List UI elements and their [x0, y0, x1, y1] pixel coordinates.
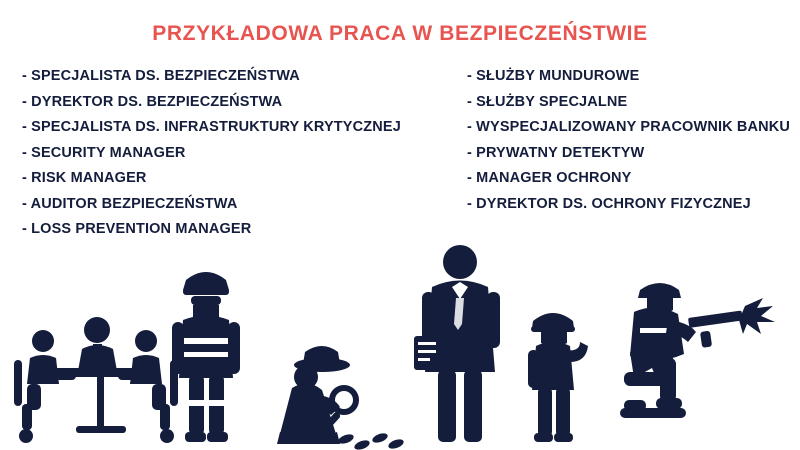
footer-divider	[0, 446, 800, 450]
list-item: - DYREKTOR DS. BEZPIECZEŃSTWA	[22, 93, 283, 110]
businessman-with-clipboard-icon	[414, 245, 500, 442]
kneeling-shooter-icon	[620, 283, 775, 418]
job-lists	[0, 64, 800, 243]
list-item: - SPECJALISTA DS. INFRASTRUKTURY KRYTYCZNEJ	[22, 119, 401, 135]
list-item: - LOSS PREVENTION MANAGER	[22, 221, 252, 237]
list-item: - DYREKTOR DS. OCHRONY FIZYCZNEJ	[467, 195, 751, 212]
list-item: - SPECJALISTA DS. BEZPIECZEŃSTWA	[22, 68, 300, 84]
child-soldier-salute-icon	[528, 313, 588, 442]
firefighter-icon	[172, 272, 240, 442]
list-item: - RISK MANAGER	[22, 170, 147, 186]
list-item: - SŁUŻBY SPECJALNE	[467, 93, 628, 110]
list-item: - SŁUŻBY MUNDUROWE	[467, 68, 640, 84]
page-title: PRZYKŁADOWA PRACA W BEZPIECZEŃSTWIE	[152, 22, 648, 45]
illustration	[0, 240, 800, 450]
list-item: - AUDITOR BEZPIECZEŃSTWA	[22, 195, 238, 212]
list-item: - SECURITY MANAGER	[22, 144, 186, 161]
list-item: - MANAGER OCHRONY	[467, 170, 632, 186]
detective-icon	[277, 346, 405, 450]
list-item: - WYSPECJALIZOWANY PRACOWNIK BANKU	[467, 119, 791, 135]
meeting-group-icon	[14, 317, 178, 443]
list-item: - PRYWATNY DETEKTYW	[467, 144, 645, 161]
job-list-left	[0, 64, 455, 243]
job-list-right	[455, 64, 800, 243]
